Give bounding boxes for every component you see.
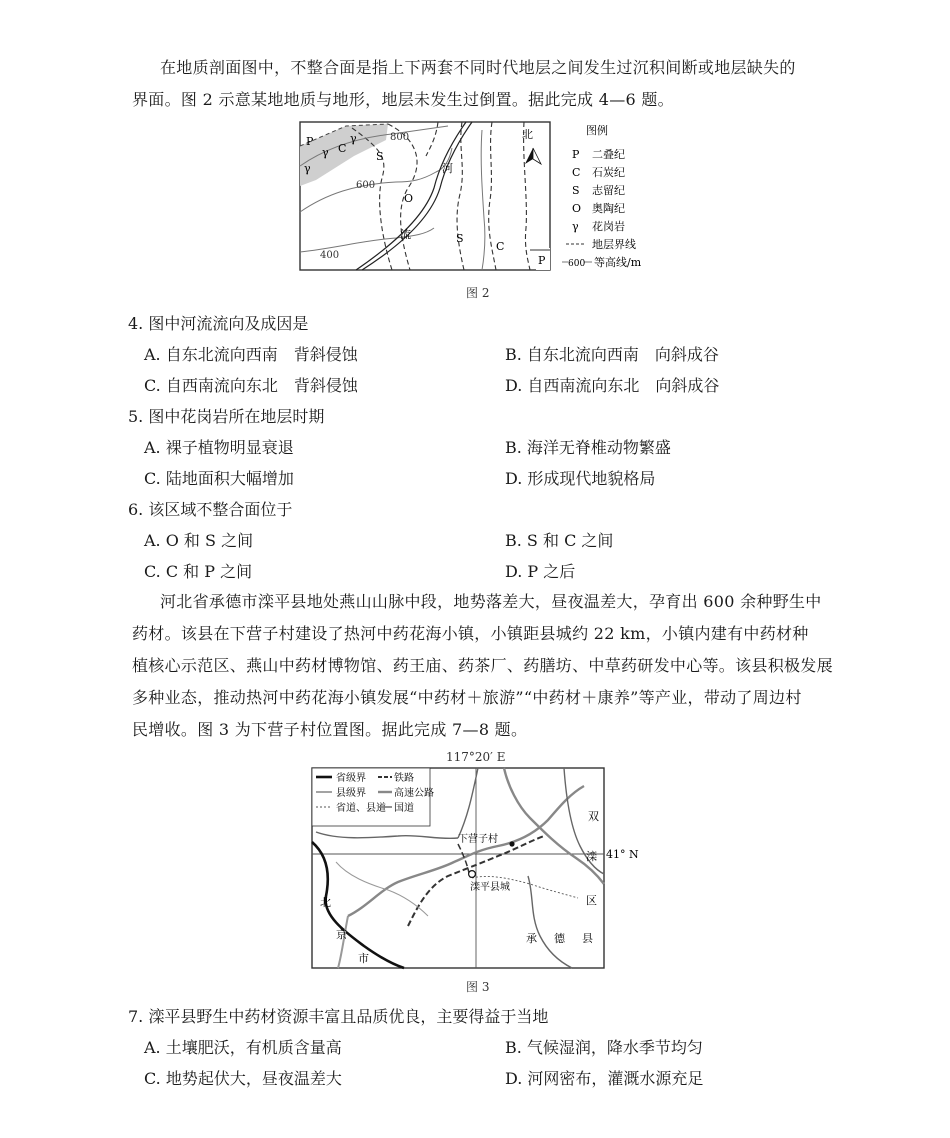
passage2-line5: 民增收。图 3 为下营子村位置图。据此完成 7—8 题。 (132, 720, 528, 739)
q6-option-a: A. O 和 S 之间 (144, 531, 254, 550)
north-label: 北 (522, 128, 533, 141)
map-label-p-right: P (538, 254, 546, 267)
north-arrow-icon (525, 148, 541, 164)
map-label-o: O (404, 192, 414, 205)
passage2-line3: 植核心示范区、燕山中药材博物馆、药王庙、药茶厂、药膳坊、中草药研发中心等。该县积极发展 (132, 656, 833, 675)
village-marker-icon (509, 841, 514, 846)
figure3-latitude-label: 41° N (606, 848, 639, 861)
legend-contour-text: 等高线/m (594, 256, 642, 269)
legend-contour-sym: 600 (568, 259, 586, 269)
legend-sym-p: P (572, 148, 580, 161)
q4-stem: 4. 图中河流流向及成因是 (128, 314, 309, 333)
legend-rail-text: 铁路 (394, 773, 414, 784)
legend-title: 图例 (586, 124, 608, 137)
q5-option-a: A. 裸子植物明显衰退 (144, 438, 294, 457)
legend-highway-text: 高速公路 (394, 788, 434, 799)
q7-option-a: A. 土壤肥沃，有机质含量高 (144, 1038, 342, 1057)
label-de: 德 (554, 932, 565, 945)
q7-option-c: C. 地势起伏大，昼夜温差大 (144, 1069, 342, 1088)
legend-text-c: 石炭纪 (592, 166, 625, 179)
map-label-s-left: S (376, 150, 384, 163)
contour-label-400: 400 (320, 250, 340, 261)
q6-option-b: B. S 和 C 之间 (505, 531, 614, 550)
figure3-location-map (308, 766, 652, 976)
q7-stem: 7. 滦平县野生中药材资源丰富且品质优良，主要得益于当地 (128, 1007, 549, 1026)
figure2-caption: 图 2 (466, 286, 490, 300)
passage2-line2: 药材。该县在下营子村建设了热河中药花海小镇，小镇距县城约 22 km，小镇内建有中药材种 (132, 624, 809, 643)
map-label-p-top: P (306, 135, 314, 148)
legend-road-text: 省道、县道 (336, 803, 386, 814)
q5-option-d: D. 形成现代地貌格局 (505, 469, 656, 488)
granite-area (300, 124, 388, 186)
figure3-longitude-label: 117°20′ E (446, 750, 506, 764)
passage1-line1: 在地质剖面图中，不整合面是指上下两套不同时代地层之间发生过沉积间断或地层缺失的 (160, 58, 796, 77)
map-label-s-right: S (456, 232, 464, 245)
legend-sym-s: S (572, 184, 580, 197)
label-xian: 县 (582, 932, 593, 945)
q4-option-b: B. 自东北流向西南 向斜成谷 (505, 345, 719, 364)
legend-prov-text: 省级界 (336, 773, 366, 784)
contour-label-800: 800 (390, 132, 410, 143)
map-label-gamma2: γ (304, 162, 311, 175)
legend-national-text: 国道 (394, 803, 414, 814)
q4-option-a: A. 自东北流向西南 背斜侵蚀 (144, 345, 358, 364)
figure2-geologic-map (296, 118, 668, 274)
label-village: 下营子村 (458, 834, 498, 845)
map-label-c-right: C (496, 240, 505, 253)
contour-label-600: 600 (356, 180, 376, 191)
q6-stem: 6. 该区域不整合面位于 (128, 500, 293, 519)
q7-option-d: D. 河网密布，灌溉水源充足 (505, 1069, 704, 1088)
label-shuang: 双 (588, 810, 599, 823)
map-label-he: 河 (442, 162, 453, 175)
q4-option-c: C. 自西南流向东北 背斜侵蚀 (144, 376, 358, 395)
q5-stem: 5. 图中花岗岩所在地层时期 (128, 407, 325, 426)
legend-text-gamma: 花岗岩 (592, 220, 625, 233)
label-cheng: 承 (526, 932, 537, 945)
county-seat-marker-icon (469, 871, 476, 878)
label-luan: 滦 (586, 850, 597, 863)
legend-boundary-text: 地层界线 (592, 238, 636, 251)
q5-option-c: C. 陆地面积大幅增加 (144, 469, 294, 488)
label-bei: 北 (320, 896, 331, 909)
legend-text-p: 二叠纪 (592, 148, 625, 161)
label-jing: 京 (336, 928, 347, 941)
label-qu: 区 (586, 894, 597, 907)
legend-sym-gamma: γ (572, 220, 579, 233)
map-label-liu: 流 (400, 228, 411, 241)
passage1-line2: 界面。图 2 示意某地地质与地形，地层未发生过倒置。据此完成 4—6 题。 (132, 90, 674, 109)
map-label-gamma3: γ (350, 132, 357, 145)
label-shi: 市 (358, 952, 369, 965)
label-town: 滦平县城 (470, 882, 510, 893)
legend-sym-c: C (572, 166, 581, 179)
passage2-line4: 多种业态，推动热河中药花海小镇发展“中药材＋旅游”“中药材＋康养”等产业，带动了周边村 (132, 688, 802, 707)
q5-option-b: B. 海洋无脊椎动物繁盛 (505, 438, 671, 457)
legend-text-s: 志留纪 (592, 184, 625, 197)
passage2-line1: 河北省承德市滦平县地处燕山山脉中段，地势落差大，昼夜温差大，孕育出 600 余种野生中 (160, 592, 822, 611)
map-label-c1: C (338, 142, 347, 155)
q7-option-b: B. 气候湿润，降水季节均匀 (505, 1038, 703, 1057)
map-label-gamma1: γ (322, 146, 329, 159)
figure3-caption: 图 3 (466, 980, 490, 994)
legend-text-o: 奥陶纪 (592, 202, 625, 215)
q4-option-d: D. 自西南流向东北 向斜成谷 (505, 376, 720, 395)
q6-option-c: C. C 和 P 之间 (144, 562, 253, 581)
q6-option-d: D. P 之后 (505, 562, 576, 581)
legend-county-text: 县级界 (336, 788, 366, 799)
legend-sym-o: O (572, 202, 582, 215)
